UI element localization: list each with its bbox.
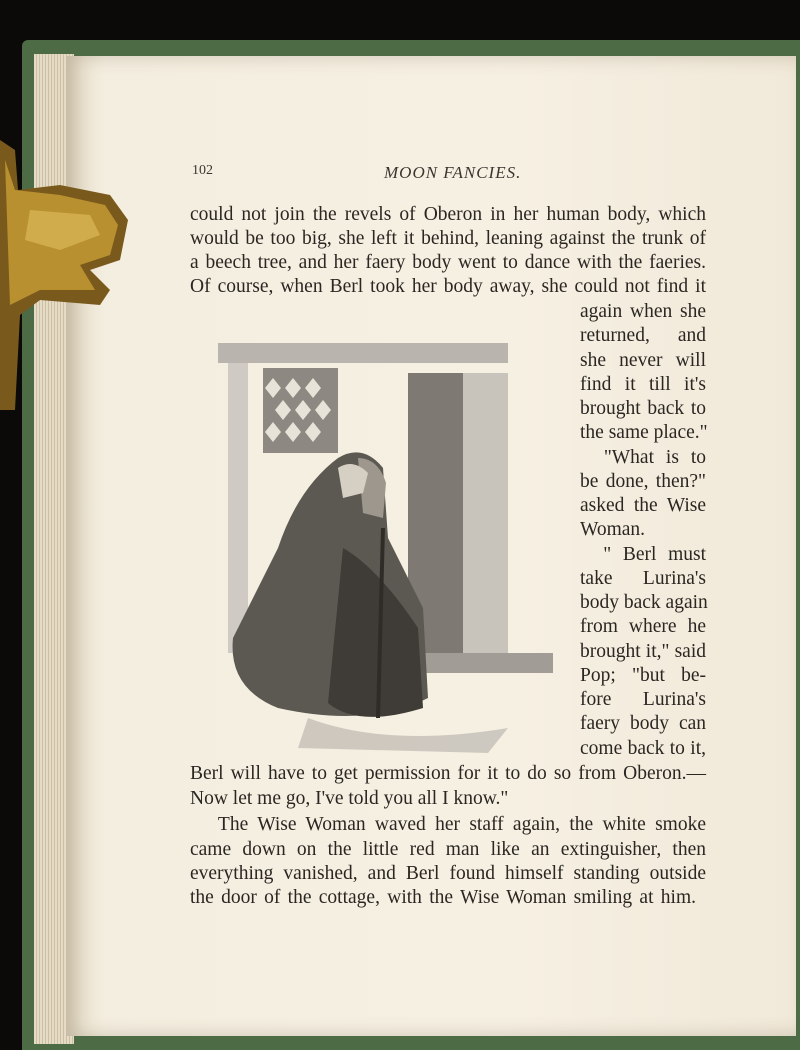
text-line: would be too big, she left it behind, leaning against the trunk of xyxy=(190,228,706,249)
text-line: the door of the cottage, with the Wise Woman smiling at him. xyxy=(190,887,696,908)
text-line: Now let me go, I've told you all I know." xyxy=(190,788,509,809)
text-line: Berl will have to get permission for it to do so from Oberon.— xyxy=(190,763,706,784)
text-line: everything vanished, and Berl found himself standing outside xyxy=(190,863,706,884)
text-line: be done, then?" xyxy=(580,471,706,492)
text-line: could not join the revels of Oberon in her human body, which xyxy=(190,204,706,225)
text-line: faery body can xyxy=(580,713,706,734)
text-line: came down on the little red man like an extinguisher, then xyxy=(190,839,706,860)
text-line: returned, and xyxy=(580,325,706,346)
text-line: body back again xyxy=(580,592,708,613)
text-line: a beech tree, and her faery body went to dance with the faeries. xyxy=(190,252,706,273)
text-line: she never will xyxy=(580,350,706,371)
text-line: " Berl must xyxy=(580,544,706,565)
text-line: Pop; "but be- xyxy=(580,665,706,686)
text-line: Of course, when Berl took her body away, she could not find it xyxy=(190,276,706,297)
illustration-old-woman-at-door xyxy=(188,308,568,753)
text-line: The Wise Woman waved her staff again, the white smoke xyxy=(190,814,706,835)
text-line: again when she xyxy=(580,301,706,322)
text-line: from where he xyxy=(580,616,706,637)
text-line: take Lurina's xyxy=(580,568,706,589)
page-number: 102 xyxy=(192,163,213,178)
text-line: the same place." xyxy=(580,422,708,443)
text-line: asked the Wise xyxy=(580,495,706,516)
brass-clasp-icon xyxy=(0,140,130,410)
text-line: find it till it's xyxy=(580,374,706,395)
text-line: come back to it, xyxy=(580,738,706,759)
text-line: brought it," said xyxy=(580,641,706,662)
text-line: fore Lurina's xyxy=(580,689,706,710)
running-title: MOON FANCIES. xyxy=(384,163,522,182)
text-line: "What is to xyxy=(580,447,706,468)
text-line: Woman. xyxy=(580,519,646,540)
text-line: brought back to xyxy=(580,398,706,419)
